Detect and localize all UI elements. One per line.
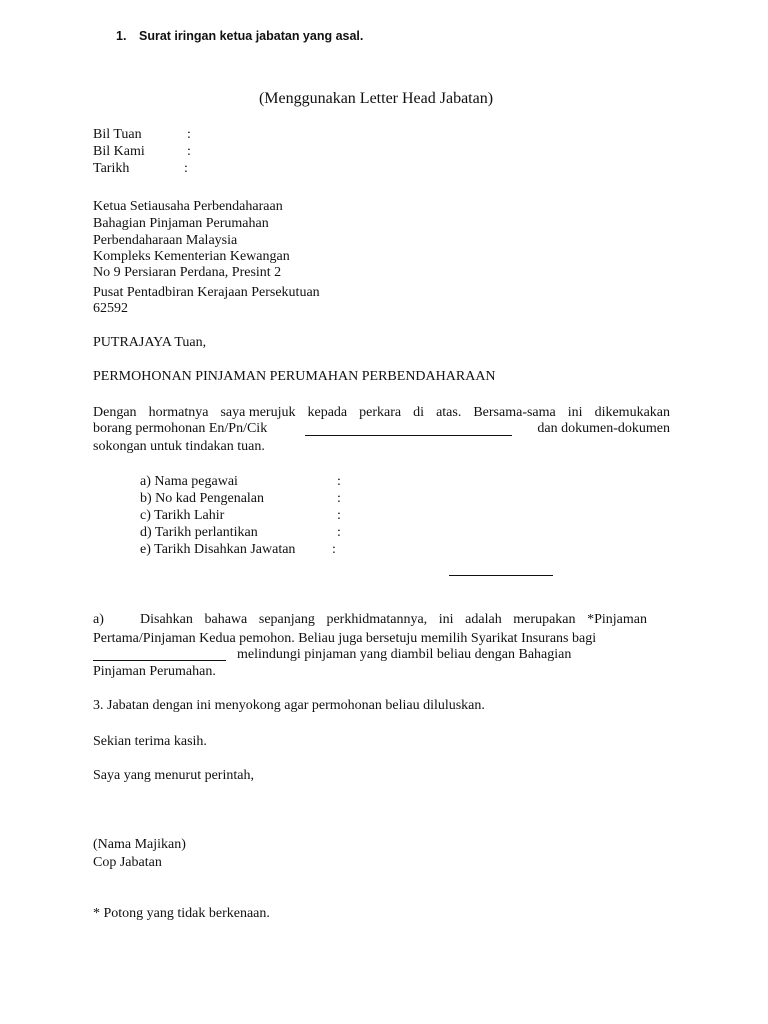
para1-line2-right: dan dokumen-dokumen (537, 421, 670, 436)
letterhead-note: (Menggunakan Letter Head Jabatan) (258, 90, 494, 107)
address-line: Kompleks Kementerian Kewangan (93, 249, 290, 264)
address-line: Pusat Pentadbiran Kerajaan Persekutuan (93, 285, 320, 300)
para2-line3: melindungi pinjaman yang diambil beliau dengan Bahagian (237, 647, 572, 662)
word: bahawa (204, 612, 248, 627)
word: ini (438, 612, 454, 627)
applicant-name-blank (305, 435, 512, 436)
field-label: c) Tarikh Lahir (140, 508, 225, 523)
field-colon: : (337, 474, 341, 489)
para2-marker: a) (93, 612, 104, 627)
heading-text: Surat iringan ketua jabatan yang asal. (139, 29, 364, 43)
word: perkara (359, 405, 402, 420)
word: dikemukakan (594, 405, 670, 420)
heading-number: 1. (116, 29, 127, 43)
field-colon: : (337, 525, 341, 540)
field-label: a) Nama pegawai (140, 474, 238, 489)
word: perkhidmatannya, (326, 612, 428, 627)
word: saya merujuk (220, 405, 296, 420)
word: ini (567, 405, 583, 420)
word: di (413, 405, 425, 420)
word: *Pinjaman (587, 612, 647, 627)
field-colon: : (337, 491, 341, 506)
field-colon: : (332, 542, 336, 557)
ref-label-tarikh: Tarikh (93, 161, 130, 176)
insurance-company-blank (93, 660, 226, 661)
word: atas. (436, 405, 462, 420)
word: kepada (307, 405, 348, 420)
subject-line: PERMOHONAN PINJAMAN PERUMAHAN PERBENDAHARAAN (93, 369, 496, 384)
department-stamp: Cop Jabatan (93, 855, 162, 870)
ref-label-bil-tuan: Bil Tuan (93, 127, 142, 142)
word: hormatnya (148, 405, 209, 420)
field-label: e) Tarikh Disahkan Jawatan (140, 542, 296, 557)
closing: Sekian terima kasih. (93, 734, 207, 749)
salutation: PUTRAJAYA Tuan, (93, 335, 207, 350)
para1-line3: sokongan untuk tindakan tuan. (93, 439, 265, 454)
footnote: * Potong yang tidak berkenaan. (93, 906, 270, 921)
ref-label-bil-kami: Bil Kami (93, 144, 145, 159)
address-line: No 9 Persiaran Perdana, Presint 2 (93, 265, 282, 280)
ref-colon: : (187, 127, 191, 142)
word: merupakan (513, 612, 576, 627)
word: Bersama-sama (473, 405, 556, 420)
word: Disahkan (140, 612, 193, 627)
para3: 3. Jabatan dengan ini menyokong agar permohonan beliau diluluskan. (93, 698, 485, 713)
para2-line4: Pinjaman Perumahan. (93, 664, 216, 679)
separator-line (449, 575, 553, 576)
word: adalah (465, 612, 502, 627)
ref-colon: : (187, 144, 191, 159)
address-line: Bahagian Pinjaman Perumahan (93, 216, 269, 231)
ref-colon: : (184, 161, 188, 176)
address-line: Perbendaharaan Malaysia (93, 233, 238, 248)
address-line: 62592 (93, 301, 128, 316)
para1-line1 (93, 405, 670, 421)
field-label: b) No kad Pengenalan (140, 491, 265, 506)
employer-name: (Nama Majikan) (93, 837, 186, 852)
field-colon: : (337, 508, 341, 523)
sign-off: Saya yang menurut perintah, (93, 768, 254, 783)
address-line: Ketua Setiausaha Perbendaharaan (93, 199, 283, 214)
para2-line2: Pertama/Pinjaman Kedua pemohon. Beliau juga bersetuju memilih Syarikat Insurans bagi (93, 631, 597, 646)
field-label: d) Tarikh perlantikan (140, 525, 258, 540)
para1-line2-left: borang permohonan En/Pn/Cik (93, 421, 268, 436)
word: Dengan (93, 405, 137, 420)
para2-line1 (140, 612, 647, 628)
word: sepanjang (258, 612, 315, 627)
